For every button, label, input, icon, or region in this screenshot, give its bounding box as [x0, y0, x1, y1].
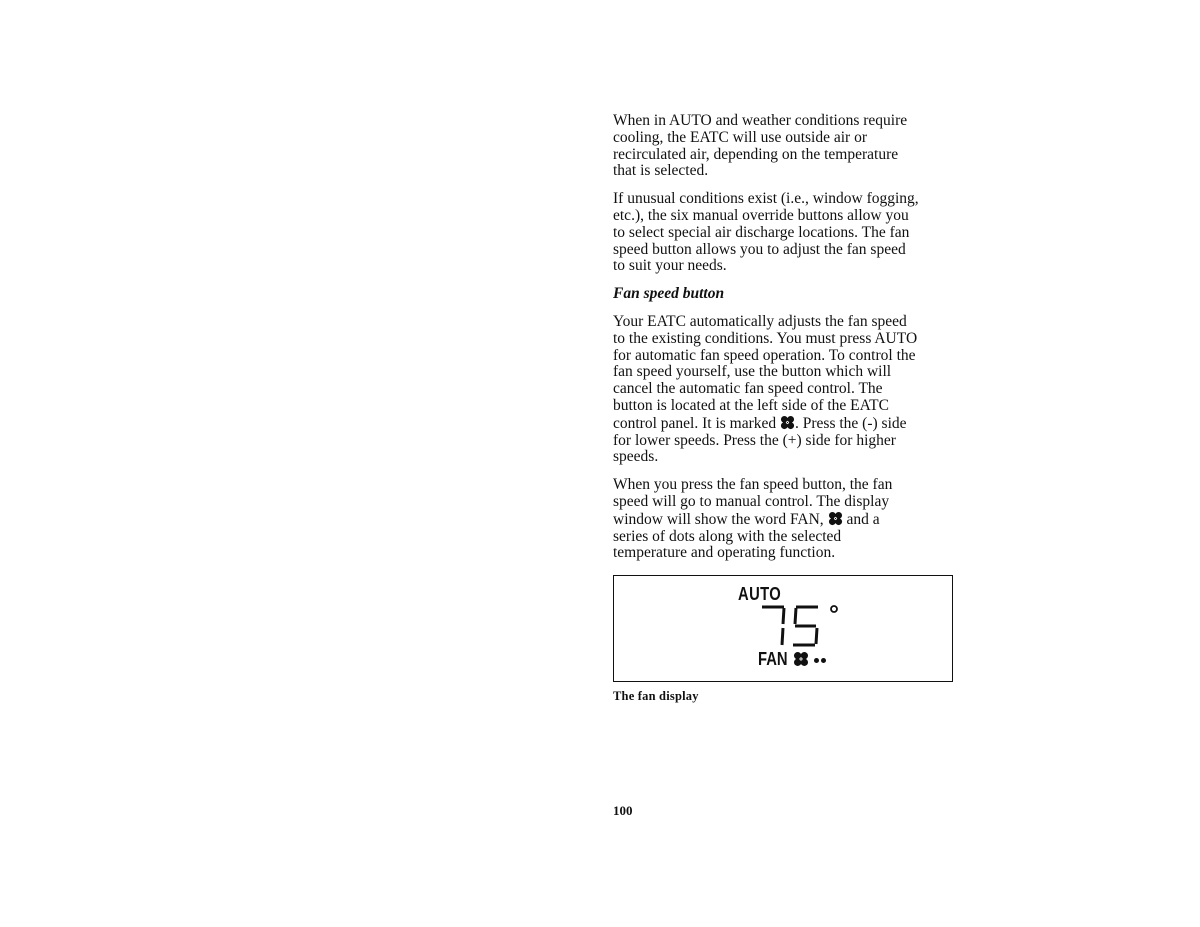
display-fan-row [758, 649, 826, 669]
text-line: recirculated air, depending on the temperature [613, 145, 899, 163]
page-number: 100 [613, 803, 633, 818]
text-line: that is selected. [613, 162, 709, 180]
text-line: When you press the fan speed button, the fan [613, 476, 893, 494]
text-line: cooling, the EATC will use outside air or [613, 128, 867, 146]
figure-caption: The fan display [613, 689, 699, 703]
fan-speed-dots [812, 650, 826, 668]
text-fragment: . Press the (-) side [795, 414, 907, 432]
text-line: Your EATC automatically adjusts the fan speed [613, 312, 907, 330]
text-line: temperature and operating function. [613, 544, 836, 562]
text-line: speeds. [613, 448, 659, 466]
display-fan-label: FAN [758, 648, 788, 669]
text-fragment: window will show the word FAN, [613, 510, 828, 528]
paragraph-auto-cooling [613, 113, 963, 180]
text-line: When in AUTO and weather conditions require [613, 112, 908, 129]
text-line: speed will go to manual control. The display [613, 492, 890, 510]
paragraph-fan-display [613, 477, 963, 562]
temperature-readout [760, 604, 844, 648]
text-line: to the existing conditions. You must press AUTO [613, 329, 918, 347]
display-temperature [760, 604, 844, 648]
text-line: If unusual conditions exist (i.e., window fogging, [613, 190, 919, 208]
fan-speed-dot [814, 658, 819, 663]
fan-icon [793, 651, 809, 667]
fan-icon [828, 511, 843, 526]
text-fragment: and a [842, 510, 880, 528]
text-fragment: control panel. It is marked [613, 414, 781, 432]
text-line: for lower speeds. Press the (+) side for higher [613, 431, 896, 449]
text-line: fan speed yourself, use the button which will [613, 363, 892, 381]
text-line: cancel the automatic fan speed control. The [613, 380, 883, 398]
text-line-with-icon [613, 511, 963, 529]
text-column [613, 113, 963, 573]
text-line-with-icon [613, 415, 963, 433]
paragraph-fan-speed-control [613, 314, 963, 466]
paragraph-manual-override [613, 191, 963, 275]
text-line: button is located at the left side of the EATC [613, 396, 889, 414]
text-line: etc.), the six manual override buttons allow you [613, 206, 909, 224]
text-line: to suit your needs. [613, 257, 727, 275]
section-heading: Fan speed button [613, 285, 725, 303]
fan-display-illustration [613, 575, 953, 682]
fan-speed-dot [821, 658, 826, 663]
text-line: speed button allows you to adjust the fan speed [613, 240, 906, 258]
fan-icon [780, 415, 795, 430]
text-line: for automatic fan speed operation. To control the [613, 346, 916, 364]
text-line: to select special air discharge locations. The fan [613, 223, 910, 241]
text-line: series of dots along with the selected [613, 527, 842, 545]
temperature-value: 75 [760, 604, 761, 605]
display-mode-label: AUTO [738, 584, 782, 604]
